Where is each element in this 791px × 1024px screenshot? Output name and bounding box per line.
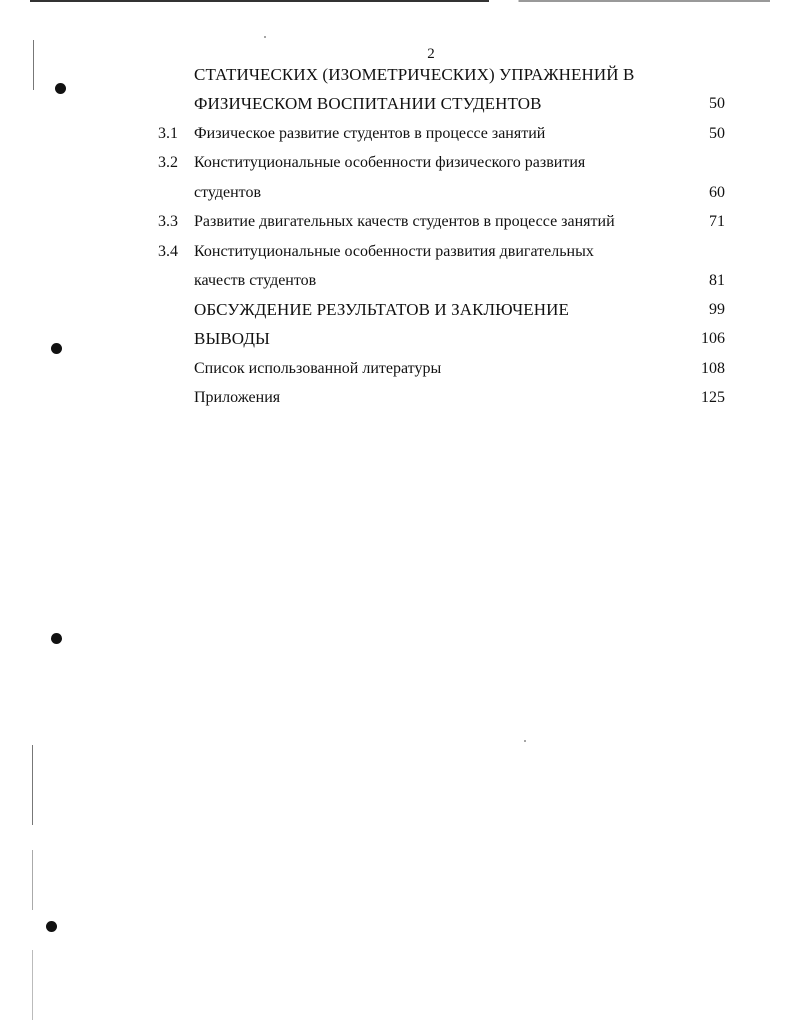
toc-entry-page: 106 bbox=[701, 330, 725, 347]
toc-entry-title: Список использованной литературы bbox=[194, 360, 442, 377]
toc-entry-number: 3.3 bbox=[158, 213, 178, 230]
toc-entry-title: Конституциональные особенности физического развития bbox=[194, 154, 586, 171]
toc-entry-title: Развитие двигательных качеств студентов в процессе занятий bbox=[194, 213, 615, 230]
scan-left-edge-end bbox=[32, 950, 33, 1020]
toc-entry bbox=[0, 295, 791, 325]
toc-entry-title: Приложения bbox=[194, 389, 281, 406]
scan-left-edge-bottom bbox=[32, 850, 33, 910]
binder-hole-icon bbox=[46, 921, 57, 932]
toc-entry-page: 50 bbox=[709, 125, 725, 142]
toc-entry-page: 71 bbox=[709, 213, 725, 230]
toc-entry-page: 50 bbox=[709, 95, 725, 112]
toc-entry bbox=[0, 383, 791, 413]
scan-top-edge bbox=[30, 0, 770, 2]
toc-entry-title: качеств студентов bbox=[194, 272, 317, 289]
toc-entry bbox=[0, 324, 791, 354]
toc-entry bbox=[0, 207, 791, 237]
toc-entry-title: ОБСУЖДЕНИЕ РЕЗУЛЬТАТОВ И ЗАКЛЮЧЕНИЕ bbox=[194, 300, 569, 319]
toc-entry bbox=[0, 60, 791, 90]
toc-entry bbox=[0, 89, 791, 119]
toc-entry bbox=[0, 266, 791, 296]
toc-entry-page: 81 bbox=[709, 272, 725, 289]
toc-entry-title: Физическое развитие студентов в процессе занятий bbox=[194, 125, 546, 142]
toc-entry-title: студентов bbox=[194, 184, 262, 201]
toc-entry-title: Конституциональные особенности развития двигательных bbox=[194, 243, 594, 260]
toc-entry-title: СТАТИЧЕСКИХ (ИЗОМЕТРИЧЕСКИХ) УПРАЖНЕНИЙ В bbox=[194, 65, 635, 84]
toc-entry bbox=[0, 237, 791, 267]
toc-entry bbox=[0, 178, 791, 208]
toc-entry-title: ВЫВОДЫ bbox=[194, 329, 270, 348]
toc-entry-number: 3.1 bbox=[158, 125, 178, 142]
page-number: 2 bbox=[427, 46, 435, 62]
toc-entry-page: 60 bbox=[709, 184, 725, 201]
toc-entry bbox=[0, 354, 791, 384]
toc-entry-page: 125 bbox=[701, 389, 725, 406]
toc-entry bbox=[0, 119, 791, 149]
toc-entry-page: 99 bbox=[709, 301, 725, 318]
toc-entry-title: ФИЗИЧЕСКОМ ВОСПИТАНИИ СТУДЕНТОВ bbox=[194, 94, 542, 113]
scan-left-edge-lower bbox=[32, 745, 33, 825]
toc-entry-page: 108 bbox=[701, 360, 725, 377]
toc-entry-number: 3.2 bbox=[158, 154, 178, 171]
scan-speck bbox=[524, 740, 526, 742]
toc-entry bbox=[0, 148, 791, 178]
binder-hole-icon bbox=[51, 633, 62, 644]
toc-entry-number: 3.4 bbox=[158, 243, 178, 260]
scan-speck bbox=[264, 36, 266, 38]
